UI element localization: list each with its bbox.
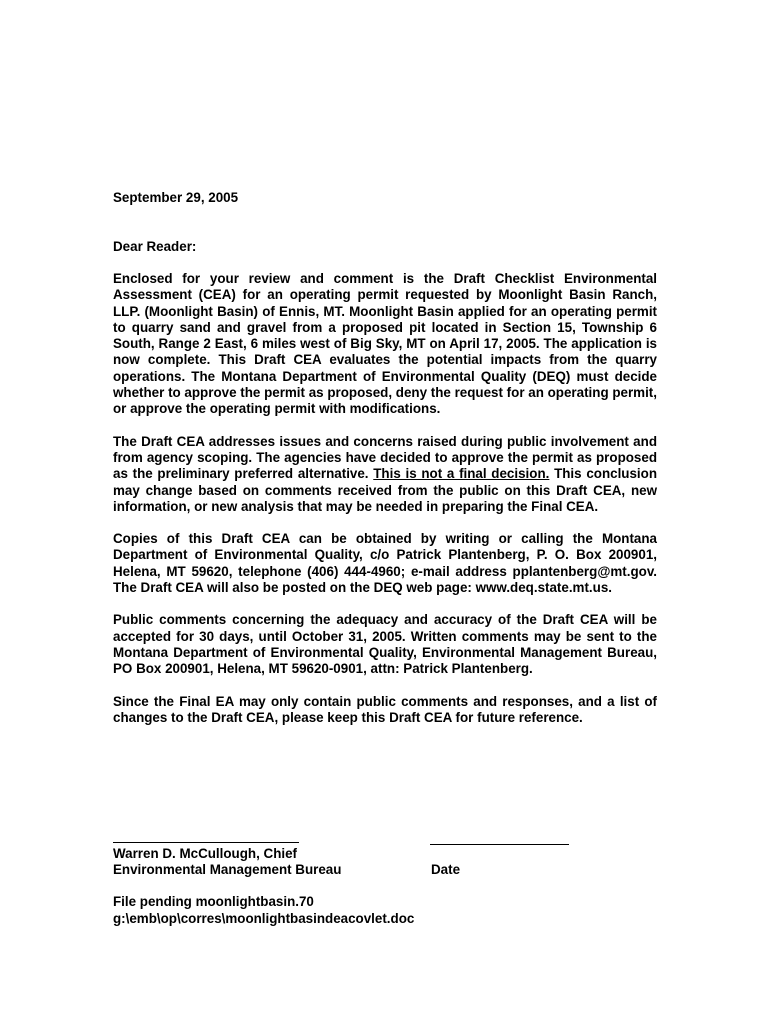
signature-block (113, 828, 673, 888)
date-line (430, 844, 569, 845)
paragraph-decision-text (113, 434, 657, 515)
file-reference (113, 894, 414, 927)
paragraph-intro (113, 271, 657, 418)
paragraph-comments-text: Public comments concerning the adequacy and accuracy of the Draft CEA will be accepted for 30 days, until October 31, 2005. Written comments may be sent to the Montana Department of Environmental Quality, Environmental Management Bureau, PO Box 200901, Helena, MT 59620-0901, attn: Patrick Plantenberg. (113, 612, 657, 677)
paragraph-comments (113, 612, 657, 677)
letter-date: September 29, 2005 (113, 190, 239, 205)
paragraph-intro-text: Enclosed for your review and comment is the Draft Checklist Environmental Assessment (CEA) for an operating permit requested by Moonlight Basin Ranch, LLP. (Moonlight Basin) of Ennis, MT. Moonlight Basin applied for an operating permit to quarry sand and gravel from a proposed pit located in Section 15, Township 6 South, Range 2 East, 6 miles west of Big Sky, MT on April 17, 2005. The application is now complete. This Draft CEA evaluates the potential impacts from the quarry operations. The Montana Department of Environmental Quality (DEQ) must decide whether to approve the permit as proposed, deny the request for an operating permit, or approve the operating permit with modifications. (113, 271, 657, 417)
file-pending-line: File pending moonlightbasin.70 (113, 894, 314, 909)
not-final-decision-note: This is not a final decision. (373, 466, 550, 482)
decision-text-start: The Draft CEA addresses issues and concerns raised during public involvement and from agency scoping. The agencies have decided to approve the permit as proposed as the preliminary preferred alternative. (113, 433, 657, 482)
letter-body (113, 190, 657, 726)
date-label: Date (431, 862, 461, 877)
decision-text-end: This conclusion may change based on comments received from the public on this Draft CEA, new information, or new analysis that may be needed in preparing the Final CEA. (113, 466, 657, 514)
paragraph-closing-text: Since the Final EA may only contain public comments and responses, and a list of changes to the Draft CEA, please keep this Draft CEA for future reference. (113, 693, 657, 725)
file-path-line: g:\emb\op\corres\moonlightbasindeacovlet.doc (113, 910, 415, 926)
paragraph-copies-text: Copies of this Draft CEA can be obtained by writing or calling the Montana Department of Environmental Quality, c/o Patrick Plantenberg, P. O. Box 200901, Helena, MT 59620, telephone (406) 444-4960; e-mail address pplantenberg@mt.gov. The Draft CEA will also be posted on the DEQ web page: www.deq.state.mt.us. (113, 531, 657, 596)
signature-line (113, 842, 299, 843)
paragraph-closing (113, 694, 657, 727)
signer-name: Warren D. McCullough, Chief (113, 846, 297, 861)
signer-title: Environmental Management Bureau (113, 862, 342, 877)
paragraph-decision (113, 434, 657, 515)
paragraph-copies (113, 531, 657, 596)
salutation: Dear Reader: (113, 239, 197, 254)
